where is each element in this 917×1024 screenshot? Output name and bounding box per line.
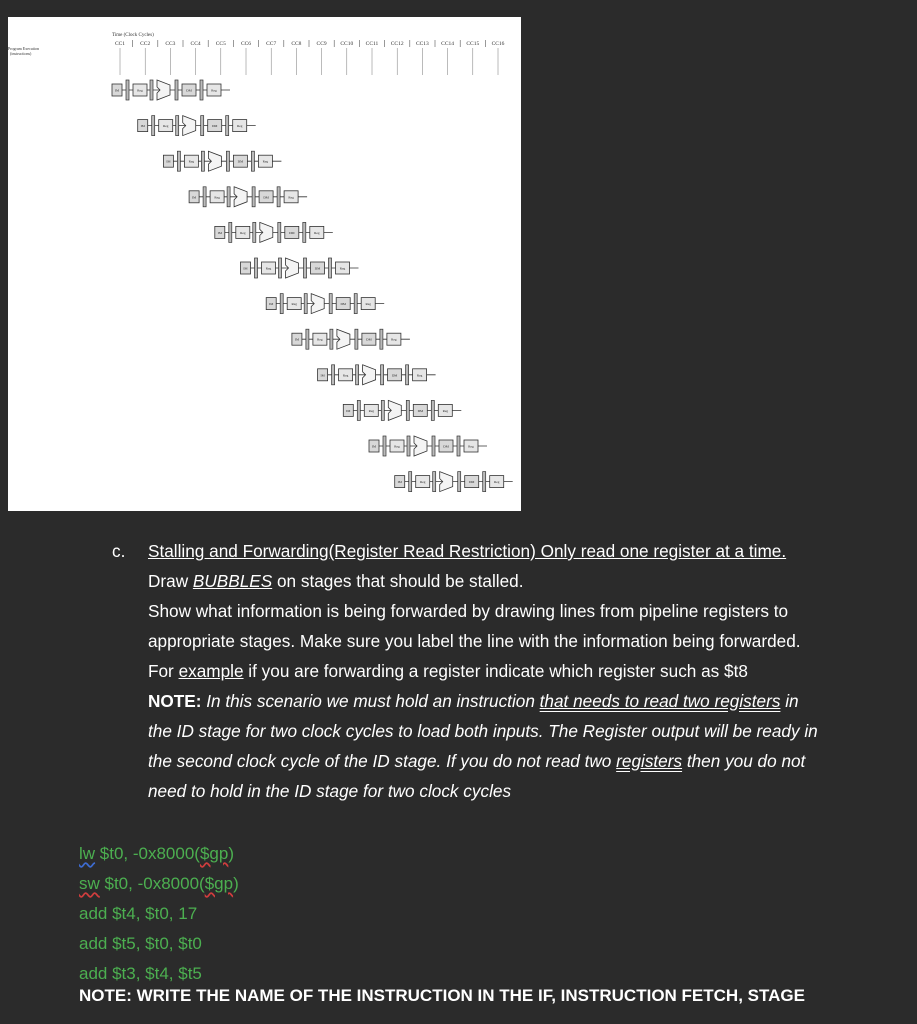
instruction-row <box>395 472 513 492</box>
pipeline-register <box>380 329 383 349</box>
bubbles-word: BUBBLES <box>192 571 273 591</box>
instruction-row <box>318 365 436 385</box>
cc-label-1: CC1 <box>114 41 126 47</box>
note-label: NOTE: <box>148 691 202 711</box>
instruction-row <box>369 436 487 456</box>
note-l1-a: In this scenario we must hold an instruction <box>201 691 540 711</box>
pipeline-register <box>226 116 229 136</box>
cc-label-13: CC13 <box>415 41 429 47</box>
pipeline-register <box>356 365 359 385</box>
dm-label: DM <box>391 373 398 378</box>
wb-label: Reg <box>442 408 449 413</box>
pipeline-register <box>409 472 412 492</box>
code-line-add-t3: add $t3, $t4, $t5 <box>79 964 202 983</box>
im-label: IM <box>217 230 222 235</box>
example-word: example <box>178 661 244 681</box>
wb-label: Reg <box>314 230 320 235</box>
reg-label: Reg <box>214 195 220 200</box>
wb-label: Reg <box>339 266 346 271</box>
pipeline-register <box>329 294 332 314</box>
note-l2: the ID stage for two clock cycles to load both inputs. The Register output will be ready in <box>148 721 818 741</box>
reg-label: Reg <box>291 302 297 307</box>
pipeline-register <box>255 258 258 278</box>
pipeline-register <box>303 222 306 242</box>
im-label: IM <box>294 337 299 342</box>
time-axis-label: Time (Clock Cycles) <box>112 33 154 38</box>
reg-label: Reg <box>188 159 195 164</box>
pipeline-register <box>355 329 358 349</box>
pipeline-register <box>406 400 409 420</box>
wb-label: Reg <box>288 195 294 200</box>
pipeline-register <box>381 400 384 420</box>
line5-pre: For <box>148 661 179 681</box>
pipeline-register <box>483 472 486 492</box>
reg-label: Reg <box>162 124 169 129</box>
pipeline-register <box>354 294 357 314</box>
pipeline-register <box>175 80 178 100</box>
note-line-2 <box>148 716 818 746</box>
question-title <box>148 536 786 566</box>
pipeline-register <box>280 294 283 314</box>
note-l1-underlined: that needs to read two registers <box>539 691 781 711</box>
im-label: IM <box>140 124 145 129</box>
pipeline-register <box>152 116 155 136</box>
cc-label-8: CC8 <box>291 41 302 47</box>
pipeline-register <box>252 187 255 207</box>
pipeline-register <box>433 472 436 492</box>
pipeline-register <box>126 80 129 100</box>
pipeline-register <box>278 222 281 242</box>
close-sw: ) <box>233 874 239 893</box>
reg-label: Reg <box>317 337 323 342</box>
pipeline-register <box>227 187 230 207</box>
wb-label: Reg <box>493 480 500 485</box>
dm-label: DM <box>314 266 321 271</box>
mnemonic-sw: sw <box>79 874 100 893</box>
pipeline-register <box>332 365 335 385</box>
dm-label: DM <box>186 88 192 93</box>
cc-label-14: CC14 <box>441 41 455 47</box>
pipeline-register <box>330 329 333 349</box>
dm-label: DM <box>211 124 218 129</box>
pipeline-register <box>226 151 229 171</box>
mnemonic-lw: lw <box>79 844 96 863</box>
question-line-forward: Show what information is being forwarded by drawing lines from pipeline registers to <box>148 601 789 621</box>
pipeline-register <box>279 258 282 278</box>
wb-label: Reg <box>391 337 397 342</box>
im-label: IM <box>166 159 171 164</box>
pipeline-register <box>406 365 409 385</box>
reg-label: Reg <box>342 373 349 378</box>
im-label: IM <box>371 444 377 449</box>
cc-label-6: CC6 <box>240 41 252 47</box>
note-l1-b: in <box>780 691 799 711</box>
reg-label: Reg <box>394 444 400 449</box>
operands-sw: $t0, -0x8000( <box>99 874 205 893</box>
gp-reg-lw: $gp <box>199 844 229 863</box>
pipeline-register <box>458 472 461 492</box>
line2-post: on stages that should be stalled. <box>272 571 524 591</box>
gp-reg-sw: $gp <box>204 874 234 893</box>
reg-label: Reg <box>137 88 143 93</box>
instruction-row <box>112 80 230 100</box>
code-line-lw <box>79 839 239 869</box>
note-l3-b: then you do not <box>682 751 806 771</box>
final-note: NOTE: WRITE THE NAME OF THE INSTRUCTION IN THE IF, INSTRUCTION FETCH, STAGE <box>79 986 805 1005</box>
pipeline-register <box>201 116 204 136</box>
pipeline-register <box>304 258 307 278</box>
note-line-1 <box>148 686 799 716</box>
im-label: IM <box>397 480 402 485</box>
cc-label-16: CC16 <box>491 41 505 47</box>
pipeline-register <box>407 436 410 456</box>
instruction-row <box>189 187 307 207</box>
line5-post: if you are forwarding a register indicate which register such as $t8 <box>243 661 748 681</box>
code-line-add-t5: add $t5, $t0, $t0 <box>79 934 202 953</box>
pipeline-register <box>253 222 256 242</box>
cc-label-15: CC15 <box>466 41 480 47</box>
pipeline-register <box>150 80 153 100</box>
reg-label: Reg <box>240 230 246 235</box>
pipeline-register <box>176 116 179 136</box>
wb-label: Reg <box>262 159 269 164</box>
question-line-example <box>148 656 748 686</box>
cc-label-4: CC4 <box>190 41 201 47</box>
pipeline-register <box>304 294 307 314</box>
pipeline-register <box>432 436 435 456</box>
code-line-sw <box>79 869 239 899</box>
cc-label-11: CC11 <box>365 41 379 47</box>
program-execution-label: Program Execution <box>8 46 39 51</box>
cc-label-3: CC3 <box>165 41 176 47</box>
dm-label: DM <box>366 337 372 342</box>
pipeline-register <box>203 187 206 207</box>
pipeline-register <box>200 80 203 100</box>
pipeline-register <box>357 400 360 420</box>
note-line-3 <box>148 746 805 776</box>
operands-lw: $t0, -0x8000( <box>95 844 200 863</box>
reg-label: Reg <box>419 480 426 485</box>
im-label: IM <box>243 266 248 271</box>
pipeline-register <box>251 151 254 171</box>
cc-label-2: CC2 <box>140 41 151 47</box>
title-text: Stalling and Forwarding(Register Read Restriction) Only read one register at a time. <box>148 541 787 561</box>
pipeline-register <box>201 151 204 171</box>
im-label: IM <box>346 408 351 413</box>
pipeline-register <box>383 436 386 456</box>
instructions-label: (instructions) <box>10 51 32 56</box>
im-label: IM <box>192 195 197 200</box>
reg-label: Reg <box>368 408 375 413</box>
question-line-bubbles <box>148 566 524 596</box>
wb-label: Reg <box>365 302 371 307</box>
pipeline-register <box>306 329 309 349</box>
cc-label-7: CC7 <box>266 41 277 47</box>
instruction-row <box>266 294 384 314</box>
dm-label: DM <box>263 195 269 200</box>
instruction-row <box>343 400 461 420</box>
reg-label: Reg <box>265 266 272 271</box>
cc-label-9: CC9 <box>316 41 327 47</box>
pipeline-register <box>277 187 280 207</box>
code-line-add-t4: add $t4, $t0, 17 <box>79 904 198 923</box>
clock-cycle-labels <box>115 40 505 75</box>
question-line-label: appropriate stages. Make sure you label the line with the information being forwarded. <box>148 631 801 651</box>
note-line-4 <box>148 776 511 806</box>
dm-label: DM <box>340 302 346 307</box>
pipeline-register <box>381 365 384 385</box>
cc-label-5: CC5 <box>215 41 226 47</box>
note-l4: need to hold in the ID stage for two clock cycles <box>148 781 512 801</box>
question-letter: c. <box>112 541 126 561</box>
wb-label: Reg <box>416 373 423 378</box>
instruction-rows <box>112 80 513 492</box>
code-block <box>79 839 239 989</box>
dm-label: DM <box>237 159 244 164</box>
cc-label-10: CC10 <box>340 41 354 47</box>
pipeline-register <box>177 151 180 171</box>
pipeline-diagram <box>8 17 521 511</box>
im-label: IM <box>269 302 274 307</box>
pipeline-register <box>457 436 460 456</box>
dm-label: DM <box>443 444 449 449</box>
instruction-row <box>241 258 359 278</box>
wb-label: Reg <box>211 88 217 93</box>
instruction-row <box>138 116 256 136</box>
pipeline-svg <box>8 17 521 511</box>
im-label: IM <box>114 88 120 93</box>
wb-label: Reg <box>236 124 243 129</box>
pipeline-register <box>329 258 332 278</box>
dm-label: DM <box>468 480 475 485</box>
pipeline-register <box>431 400 434 420</box>
pipeline-register <box>229 222 232 242</box>
line2-pre: Draw <box>148 571 193 591</box>
dm-label: DM <box>289 230 295 235</box>
instruction-row <box>292 329 410 349</box>
cc-label-12: CC12 <box>390 41 404 47</box>
instruction-row <box>163 151 281 171</box>
close-lw: ) <box>228 844 235 863</box>
dm-label: DM <box>417 408 424 413</box>
instruction-row <box>215 222 333 242</box>
im-label: IM <box>320 373 325 378</box>
wb-label: Reg <box>468 444 474 449</box>
note-l3-underlined: registers <box>616 751 683 771</box>
note-l3-a: the second clock cycle of the ID stage. If you do not read two <box>148 751 617 771</box>
